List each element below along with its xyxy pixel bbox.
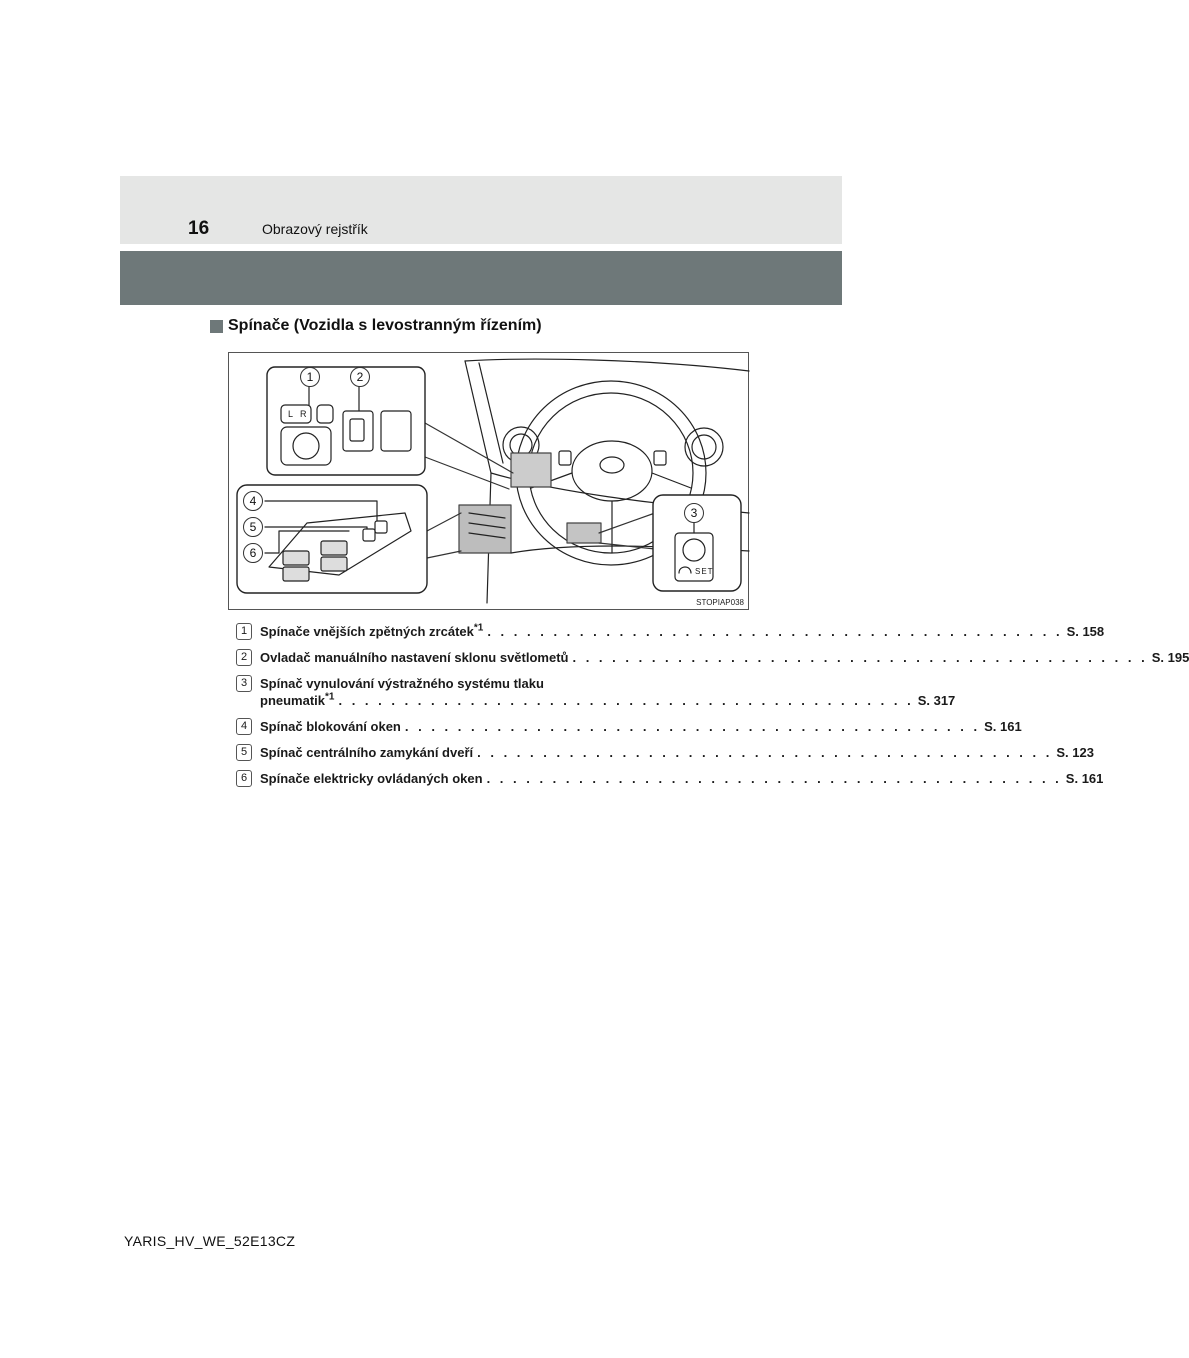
tire-reset-area	[567, 523, 601, 543]
list-item	[236, 622, 1105, 640]
leader-dots: . . . . . . . . . . . . . . . . . . . . . . . . . . . . . . . . . . . . . . . . . . . .	[404, 719, 981, 734]
dashboard-drawing	[229, 353, 750, 611]
figure-code: STOPIAP038	[696, 598, 744, 607]
leader-upper-2	[425, 457, 509, 489]
mirror-letter-r: R	[300, 409, 307, 419]
item-label: Spínače elektricky ovládaných oken	[260, 771, 483, 786]
item-page-ref[interactable]: S. 123	[1056, 745, 1094, 760]
callout-3: 3	[684, 503, 704, 523]
item-page-ref[interactable]: S. 195	[1151, 650, 1189, 665]
window-switch-4	[321, 557, 347, 571]
tire-reset-set-label: SET	[695, 567, 714, 576]
item-label: Spínač centrálního zamykání dveří	[260, 745, 474, 760]
leader-dots: . . . . . . . . . . . . . . . . . . . . . . . . . . . . . . . . . . . . . . . . . . . .	[572, 650, 1148, 665]
sub-heading	[210, 317, 542, 335]
item-number: 4	[236, 718, 252, 735]
leader-dots: . . . . . . . . . . . . . . . . . . . . . . . . . . . . . . . . . . . . . . . . . . . .	[338, 693, 914, 708]
dash-upper-line	[465, 359, 749, 371]
square-bullet-icon	[210, 320, 223, 333]
window-switch-2	[321, 541, 347, 555]
door-switch-panel	[459, 505, 511, 553]
leader-dots: . . . . . . . . . . . . . . . . . . . . . . . . . . . . . . . . . . . . . . . . . . . .	[487, 624, 1063, 639]
callout-1: 1	[300, 367, 320, 387]
footnote-mark: *1	[473, 622, 484, 634]
item-list	[236, 622, 1189, 787]
document-code: YARIS_HV_WE_52E13CZ	[124, 1233, 296, 1249]
lower-dash-panel	[511, 453, 551, 487]
callout-6: 6	[243, 543, 263, 563]
footnote-mark: *1	[325, 691, 335, 703]
dashboard-illustration	[228, 352, 749, 610]
page-number: 16	[188, 218, 210, 239]
sub-heading-text: Spínače (Vozidla s levostranným řízením)	[228, 317, 542, 334]
item-label-text: Spínače vnějších zpětných zrcátek	[260, 624, 474, 639]
steering-spoke-right	[652, 473, 691, 488]
item-page-ref[interactable]: S. 161	[984, 719, 1022, 734]
window-switch-1	[283, 551, 309, 565]
title-band	[120, 251, 842, 305]
mirror-letter-l: L	[288, 409, 294, 419]
section-title: Obrazový rejstřík	[262, 221, 368, 237]
item-label	[260, 623, 483, 640]
item-page-ref[interactable]: S. 317	[917, 693, 956, 708]
right-spoke-button	[654, 451, 666, 465]
list-item	[236, 770, 1104, 787]
leader-lower	[427, 513, 461, 531]
callout-4: 4	[243, 491, 263, 511]
leader-lower-2	[427, 551, 461, 558]
item-number: 3	[236, 675, 252, 692]
list-item	[236, 675, 956, 709]
item-number: 5	[236, 744, 252, 761]
item-number: 1	[236, 623, 252, 640]
inset-mirror-box	[267, 367, 425, 475]
item-number: 2	[236, 649, 252, 666]
item-label	[260, 692, 334, 709]
left-spoke-button	[559, 451, 571, 465]
steering-wheel-hub	[572, 441, 652, 501]
windshield-pillar-inner	[479, 363, 503, 463]
list-item	[236, 649, 1189, 666]
item-page-ref[interactable]: S. 161	[1065, 771, 1104, 786]
callout-2: 2	[350, 367, 370, 387]
callout-5: 5	[243, 517, 263, 537]
item-label: Ovladač manuálního nastavení sklonu světlometů	[260, 650, 569, 665]
list-item	[236, 744, 1094, 761]
right-air-vent	[685, 428, 723, 466]
item-number: 6	[236, 770, 252, 787]
item-label-text: pneumatik	[260, 693, 326, 708]
item-label-line1: Spínač vynulování výstražného systému tlaku	[260, 676, 544, 691]
header-band	[120, 176, 842, 244]
steering-wheel-logo	[600, 457, 624, 473]
list-item	[236, 718, 1022, 735]
window-switch-3	[283, 567, 309, 581]
leader-right-2	[599, 513, 655, 533]
leader-dots: . . . . . . . . . . . . . . . . . . . . . . . . . . . . . . . . . . . . . . . . . . . .	[486, 771, 1062, 786]
item-page-ref[interactable]: S. 158	[1066, 624, 1105, 639]
item-label: Spínač blokování oken	[260, 719, 401, 734]
leader-dots: . . . . . . . . . . . . . . . . . . . . . . . . . . . . . . . . . . . . . . . . . . . .	[477, 745, 1053, 760]
